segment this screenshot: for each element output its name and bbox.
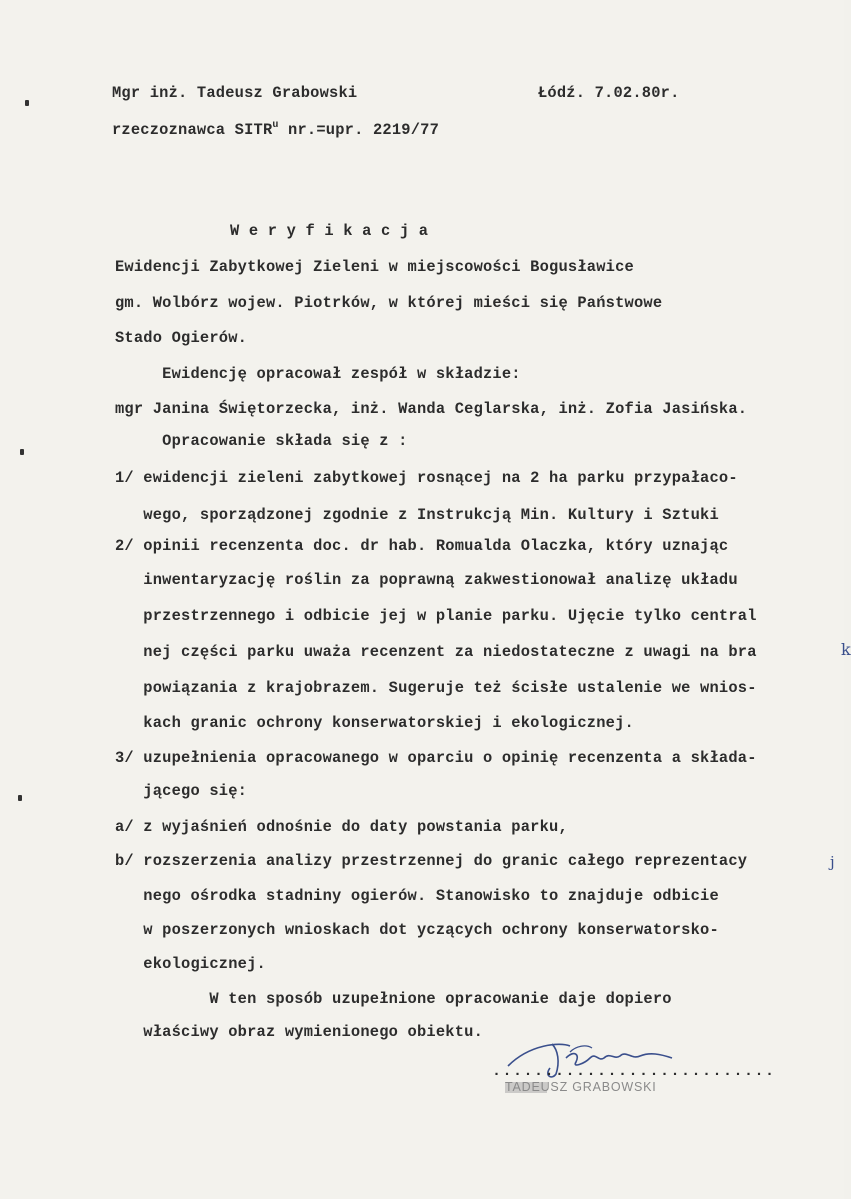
margin-mark	[25, 100, 29, 106]
signature-line: ...........................	[492, 1063, 776, 1080]
place-date: Łódź. 7.02.80r.	[538, 84, 680, 102]
body-line: Ewidencji Zabytkowej Zieleni w miejscowości Bogusławice	[115, 258, 634, 276]
body-line: przestrzennego i odbicie jej w planie parku. Ujęcie tylko central	[115, 607, 757, 625]
margin-mark	[18, 795, 22, 801]
body-line: powiązania z krajobrazem. Sugeruje też ścisłe ustalenie we wnios-	[115, 679, 757, 697]
list-item-b: b/ rozszerzenia analizy przestrzennej do granic całego reprezentacy	[115, 852, 748, 870]
list-item-1: 1/ ewidencji zieleni zabytkowej rosnącej na 2 ha parku przypałaco-	[115, 469, 738, 487]
body-line: Stado Ogierów.	[115, 329, 248, 347]
closing-line: W ten sposób uzupełnione opracowanie daje dopiero	[115, 990, 672, 1008]
margin-correction: j	[830, 853, 835, 871]
closing-line: właściwy obraz wymienionego obiektu.	[115, 1023, 483, 1041]
author-title-suffix: nr.=upr. 2219/77	[278, 121, 440, 139]
document-heading: W e r y f i k a c j a	[230, 222, 429, 240]
author-name: Mgr inż. Tadeusz Grabowski	[112, 84, 358, 102]
body-line: nego ośrodka stadniny ogierów. Stanowisko to znajduje odbicie	[115, 887, 719, 905]
body-line: ekologicznej.	[115, 955, 266, 973]
body-line: mgr Janina Świętorzecka, inż. Wanda Ceglarska, inż. Zofia Jasińska.	[115, 400, 748, 418]
body-line: inwentaryzację roślin za poprawną zakwestionował analizę układu	[115, 571, 738, 589]
margin-mark	[20, 449, 24, 455]
margin-correction: k	[841, 640, 851, 659]
body-line: nej części parku uważa recenzent za niedostateczne z uwagi na bra	[115, 643, 757, 661]
body-line: kach granic ochrony konserwatorskiej i ekologicznej.	[115, 714, 634, 732]
list-item-2: 2/ opinii recenzenta doc. dr hab. Romualda Olaczka, który uznając	[115, 537, 729, 555]
body-line: jącego się:	[115, 782, 248, 800]
author-title	[112, 116, 439, 140]
body-line: wego, sporządzonej zgodnie z Instrukcją Min. Kultury i Sztuki	[115, 506, 719, 524]
body-line: Opracowanie składa się z :	[115, 432, 408, 450]
list-item-a: a/ z wyjaśnień odnośnie do daty powstania parku,	[115, 818, 568, 836]
body-line: w poszerzonych wnioskach dot yczących ochrony konserwatorsko-	[115, 921, 719, 939]
body-line: Ewidencję opracował zespół w składzie:	[115, 365, 521, 383]
body-line: gm. Wolbórz wojew. Piotrków, w której mieści się Państwowe	[115, 294, 663, 312]
name-stamp: TADEUSZ GRABOWSKI	[505, 1080, 657, 1094]
author-title-prefix: rzeczoznawca SITR	[112, 121, 273, 139]
author-title-sup: u	[272, 120, 279, 131]
list-item-3: 3/ uzupełnienia opracowanego w oparciu o opinię recenzenta a składa-	[115, 749, 757, 767]
